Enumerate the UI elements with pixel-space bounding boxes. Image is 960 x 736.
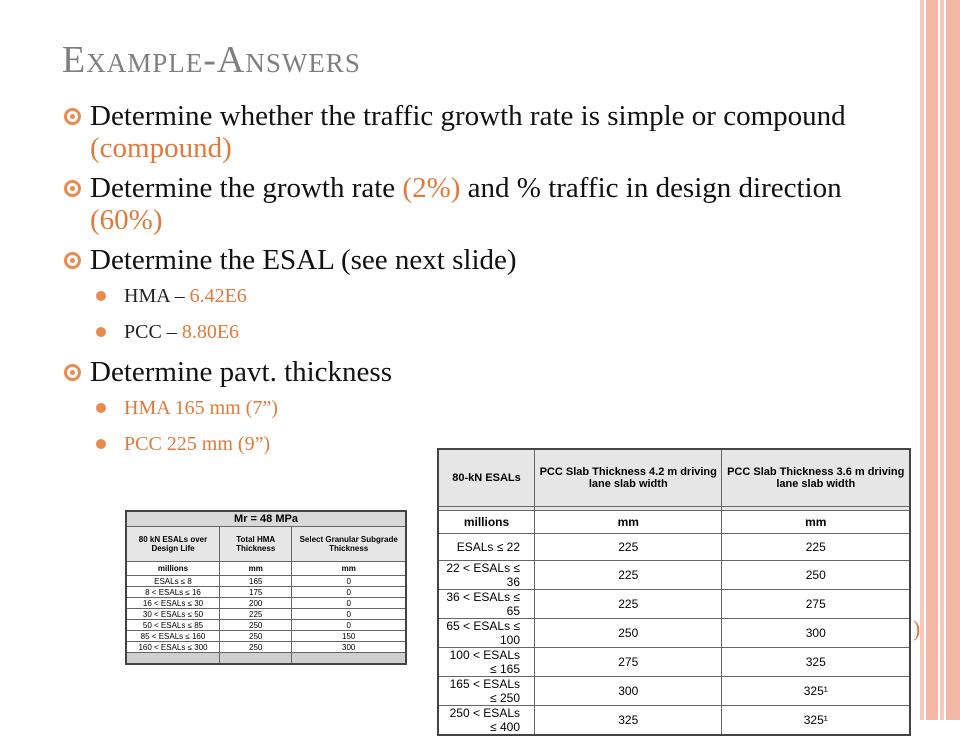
pcc-col-esals: 80-kN ESALs — [438, 449, 535, 507]
table-footer-band — [126, 653, 406, 665]
table-row: 160 < ESALs ≤ 300 250 300 — [126, 642, 406, 653]
bullet-dot-icon — [96, 291, 106, 301]
answer-direction-pct: (60%) — [90, 204, 163, 236]
sub-bullet-hma-thickness: HMA 165 mm (7”) — [64, 396, 914, 420]
hma-col-esals: 80 kN ESALs over Design Life — [126, 527, 220, 562]
table-row: 22 < ESALs ≤ 36 225 250 — [438, 561, 910, 590]
table-row: 30 < ESALs ≤ 50 225 0 — [126, 609, 406, 620]
bullet-growth-rate: Determine the growth rate (2%) and % traffic in design direction (60%) — [64, 172, 914, 236]
table-row: ESALs ≤ 22 225 225 — [438, 534, 910, 561]
slide-border-decoration — [920, 0, 960, 720]
bullet-ring-icon — [64, 364, 81, 381]
answer-compound: (compound) — [90, 132, 232, 164]
table-row: 36 < ESALs ≤ 65 225 275 — [438, 590, 910, 619]
table-row: 250 < ESALs ≤ 400 325 325¹ — [438, 706, 910, 736]
bullet-ring-icon — [64, 180, 81, 197]
hma-col-granular: Select Granular Subgrade Thickness — [292, 527, 406, 562]
table-row: 16 < ESALs ≤ 30 200 0 — [126, 598, 406, 609]
sub-bullet-hma-esal: HMA – 6.42E6 — [64, 284, 914, 308]
table-row: 65 < ESALs ≤ 100 250 300 — [438, 619, 910, 648]
bullet-dot-icon — [96, 439, 106, 449]
pcc-col-42m: PCC Slab Thickness 4.2 m driving lane slab width — [535, 449, 722, 507]
bullet-dot-icon — [96, 327, 106, 337]
table-row: ESALs ≤ 8 165 0 — [126, 576, 406, 587]
bullet-thickness: Determine pavt. thickness — [64, 356, 914, 388]
table-row: 165 < ESALs ≤ 250 300 325¹ — [438, 677, 910, 706]
bullet-ring-icon — [64, 252, 81, 269]
hma-col-total: Total HMA Thickness — [220, 527, 292, 562]
hma-table-caption: Mr = 48 MPa — [126, 511, 406, 527]
hma-thickness-table: Mr = 48 MPa 80 kN ESALs over Design Life Total HMA Thickness Select Granular Subgrade Thickness millions mm mm ESALs ≤ 8 165 0 8 < ESALs ≤ 16 175 0 16 < ESALs ≤ 30 200 0 30 < ESALs ≤ 50 225 0 50 < ESALs ≤ 85 250 0 85 < ESALs ≤ 160 250 150 160 < ESALs ≤ 300 250 300 — [125, 510, 407, 665]
hidden-text-fragment: ) — [913, 616, 921, 641]
answer-growth-rate: (2%) — [402, 172, 461, 204]
bullet-growth-type: Determine whether the traffic growth rate is simple or compound (compound) — [64, 100, 914, 164]
table-row: 100 < ESALs ≤ 165 275 325 — [438, 648, 910, 677]
pcc-thickness-table: 80-kN ESALs PCC Slab Thickness 4.2 m driving lane slab width PCC Slab Thickness 3.6 m driving lane slab width millions mm mm ESALs ≤ 22 225 225 22 < ESALs ≤ 36 225 250 36 < ESALs ≤ 65 225 275 65 < ESALs ≤ 100 250 300 100 < ESALs ≤ 165 275 325 165 < ESALs ≤ 250 300 325¹ 250 < ESALs ≤ 400 325 325¹ — [437, 448, 911, 736]
sub-bullet-pcc-esal: PCC – 8.80E6 — [64, 320, 914, 344]
slide-title: Example-Answers — [62, 39, 361, 81]
bullet-list — [64, 100, 914, 468]
bullet-ring-icon — [64, 108, 81, 125]
table-row: 50 < ESALs ≤ 85 250 0 — [126, 620, 406, 631]
pcc-col-36m: PCC Slab Thickness 3.6 m driving lane slab width — [722, 449, 910, 507]
bullet-dot-icon — [96, 403, 106, 413]
bullet-esal: Determine the ESAL (see next slide) — [64, 244, 914, 276]
table-row: 85 < ESALs ≤ 160 250 150 — [126, 631, 406, 642]
sub-bullet-pcc-thickness: PCC 225 mm (9”) — [64, 432, 914, 456]
table-row: 8 < ESALs ≤ 16 175 0 — [126, 587, 406, 598]
